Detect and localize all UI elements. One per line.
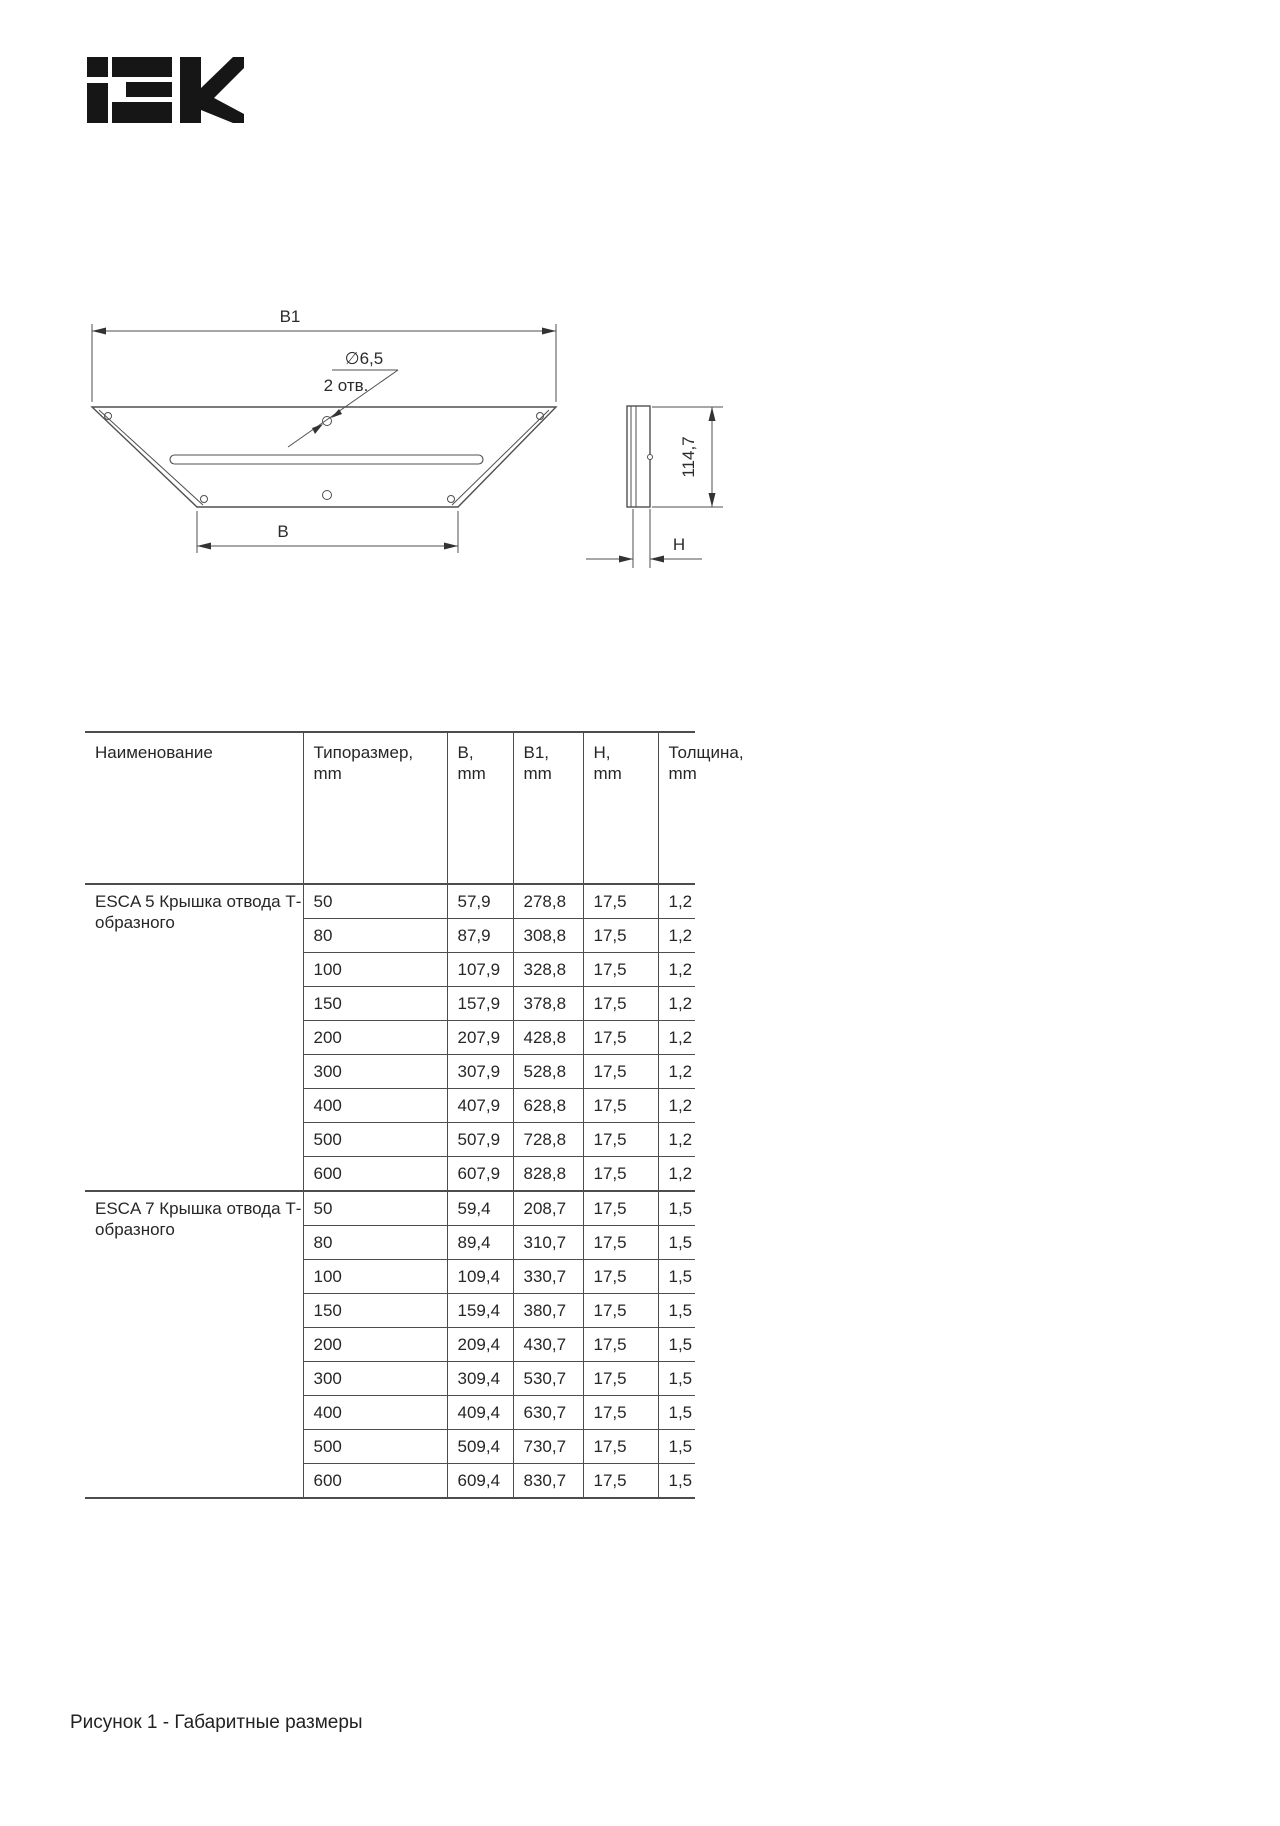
label-b1: B1 bbox=[279, 307, 301, 326]
center-slot bbox=[170, 455, 483, 464]
table-cell: 1,2 bbox=[658, 1123, 695, 1157]
table-cell: 607,9 bbox=[447, 1157, 513, 1192]
table-cell: 17,5 bbox=[583, 1362, 658, 1396]
table-cell: 17,5 bbox=[583, 1396, 658, 1430]
table-cell: 89,4 bbox=[447, 1226, 513, 1260]
table-cell: 1,2 bbox=[658, 953, 695, 987]
table-cell: 830,7 bbox=[513, 1464, 583, 1499]
table-row bbox=[85, 884, 695, 919]
table-cell: 17,5 bbox=[583, 987, 658, 1021]
table-cell: 300 bbox=[303, 1362, 447, 1396]
table-cell: 17,5 bbox=[583, 884, 658, 919]
table-cell: 200 bbox=[303, 1021, 447, 1055]
table-cell: 428,8 bbox=[513, 1021, 583, 1055]
table-cell: 1,5 bbox=[658, 1464, 695, 1499]
table-cell: 300 bbox=[303, 1055, 447, 1089]
table-cell: 1,2 bbox=[658, 987, 695, 1021]
table-cell: 50 bbox=[303, 884, 447, 919]
label-hole-count: 2 отв. bbox=[323, 376, 369, 395]
table-cell: 207,9 bbox=[447, 1021, 513, 1055]
table-cell: 500 bbox=[303, 1123, 447, 1157]
table-cell: 57,9 bbox=[447, 884, 513, 919]
table-cell: 17,5 bbox=[583, 1464, 658, 1499]
table-cell: 507,9 bbox=[447, 1123, 513, 1157]
side-dimple bbox=[648, 455, 653, 460]
dimensions-table bbox=[85, 731, 744, 1499]
col-header-b: B, mm bbox=[447, 732, 513, 884]
label-side-height: 114,7 bbox=[679, 436, 698, 478]
col-header-h: H, mm bbox=[583, 732, 658, 884]
table-cell: 330,7 bbox=[513, 1260, 583, 1294]
table-cell: 328,8 bbox=[513, 953, 583, 987]
label-b: B bbox=[277, 522, 289, 541]
table-cell: 17,5 bbox=[583, 1157, 658, 1192]
figure-caption: Рисунок 1 - Габаритные размеры bbox=[70, 1712, 363, 1733]
table-cell: 107,9 bbox=[447, 953, 513, 987]
table-cell: 1,5 bbox=[658, 1430, 695, 1464]
table-cell: 1,2 bbox=[658, 1157, 695, 1192]
table-cell: 600 bbox=[303, 1464, 447, 1499]
table-cell: 728,8 bbox=[513, 1123, 583, 1157]
label-hole-diameter: ∅6,5 bbox=[344, 349, 384, 368]
table-cell: 50 bbox=[303, 1191, 447, 1226]
col-header-thickness: Толщина, mm bbox=[658, 732, 695, 884]
table-cell: 609,4 bbox=[447, 1464, 513, 1499]
table-cell: 308,8 bbox=[513, 919, 583, 953]
dimensional-drawing bbox=[0, 0, 800, 620]
table-cell: 80 bbox=[303, 1226, 447, 1260]
table-cell: 17,5 bbox=[583, 1055, 658, 1089]
table-cell: 1,2 bbox=[658, 919, 695, 953]
table-cell: 80 bbox=[303, 919, 447, 953]
table-cell: 400 bbox=[303, 1089, 447, 1123]
table-cell: 730,7 bbox=[513, 1430, 583, 1464]
table-cell: 150 bbox=[303, 1294, 447, 1328]
table-cell: 380,7 bbox=[513, 1294, 583, 1328]
table-cell: 59,4 bbox=[447, 1191, 513, 1226]
table-cell: 528,8 bbox=[513, 1055, 583, 1089]
table-cell: 628,8 bbox=[513, 1089, 583, 1123]
table-cell: 509,4 bbox=[447, 1430, 513, 1464]
table-cell: 500 bbox=[303, 1430, 447, 1464]
table-cell: 1,5 bbox=[658, 1328, 695, 1362]
table-cell: 430,7 bbox=[513, 1328, 583, 1362]
table-cell: 209,4 bbox=[447, 1328, 513, 1362]
table-cell: 1,2 bbox=[658, 1055, 695, 1089]
table-cell: 208,7 bbox=[513, 1191, 583, 1226]
col-header-b1: B1, mm bbox=[513, 732, 583, 884]
table-cell: 600 bbox=[303, 1157, 447, 1192]
table-cell: 1,2 bbox=[658, 884, 695, 919]
table-header-row bbox=[85, 732, 695, 884]
product-group-name: ESCA 5 Крышка отвода Т-образного bbox=[95, 892, 302, 932]
table-cell: 100 bbox=[303, 1260, 447, 1294]
table-cell: 530,7 bbox=[513, 1362, 583, 1396]
dimension-b bbox=[197, 511, 458, 553]
side-profile bbox=[627, 406, 650, 507]
table-cell: 100 bbox=[303, 953, 447, 987]
table-cell: 17,5 bbox=[583, 1021, 658, 1055]
table-cell: 157,9 bbox=[447, 987, 513, 1021]
table-cell: 307,9 bbox=[447, 1055, 513, 1089]
table-cell: 17,5 bbox=[583, 953, 658, 987]
table-cell: 200 bbox=[303, 1328, 447, 1362]
table-cell: 1,2 bbox=[658, 1089, 695, 1123]
label-h: H bbox=[672, 535, 686, 554]
table-cell: 17,5 bbox=[583, 1089, 658, 1123]
table-cell: 17,5 bbox=[583, 1191, 658, 1226]
table-cell: 400 bbox=[303, 1396, 447, 1430]
table-cell: 1,5 bbox=[658, 1226, 695, 1260]
table-cell: 310,7 bbox=[513, 1226, 583, 1260]
table-cell: 87,9 bbox=[447, 919, 513, 953]
table-cell: 309,4 bbox=[447, 1362, 513, 1396]
col-header-name: Наименование bbox=[85, 732, 303, 884]
table-cell: 1,5 bbox=[658, 1191, 695, 1226]
table-row bbox=[85, 1191, 695, 1226]
table-cell: 1,5 bbox=[658, 1294, 695, 1328]
table-cell: 17,5 bbox=[583, 1260, 658, 1294]
table-cell: 828,8 bbox=[513, 1157, 583, 1192]
side-view bbox=[627, 406, 653, 507]
table-cell: 278,8 bbox=[513, 884, 583, 919]
table-cell: 17,5 bbox=[583, 1430, 658, 1464]
table-cell: 630,7 bbox=[513, 1396, 583, 1430]
product-group-name: ESCA 7 Крышка отвода Т-образного bbox=[85, 1191, 303, 1498]
table-cell: 109,4 bbox=[447, 1260, 513, 1294]
table-cell: 409,4 bbox=[447, 1396, 513, 1430]
table-cell: 1,5 bbox=[658, 1396, 695, 1430]
table-cell: 17,5 bbox=[583, 1226, 658, 1260]
table-cell: 17,5 bbox=[583, 1123, 658, 1157]
table-cell: 378,8 bbox=[513, 987, 583, 1021]
table-cell: 17,5 bbox=[583, 1294, 658, 1328]
table-cell: 17,5 bbox=[583, 919, 658, 953]
table-cell: 407,9 bbox=[447, 1089, 513, 1123]
table-cell: 1,5 bbox=[658, 1362, 695, 1396]
table-cell: 1,5 bbox=[658, 1260, 695, 1294]
table-cell: 17,5 bbox=[583, 1328, 658, 1362]
col-header-size: Типоразмер, mm bbox=[303, 732, 447, 884]
table-cell: 159,4 bbox=[447, 1294, 513, 1328]
table-cell: 150 bbox=[303, 987, 447, 1021]
table-cell: 1,2 bbox=[658, 1021, 695, 1055]
